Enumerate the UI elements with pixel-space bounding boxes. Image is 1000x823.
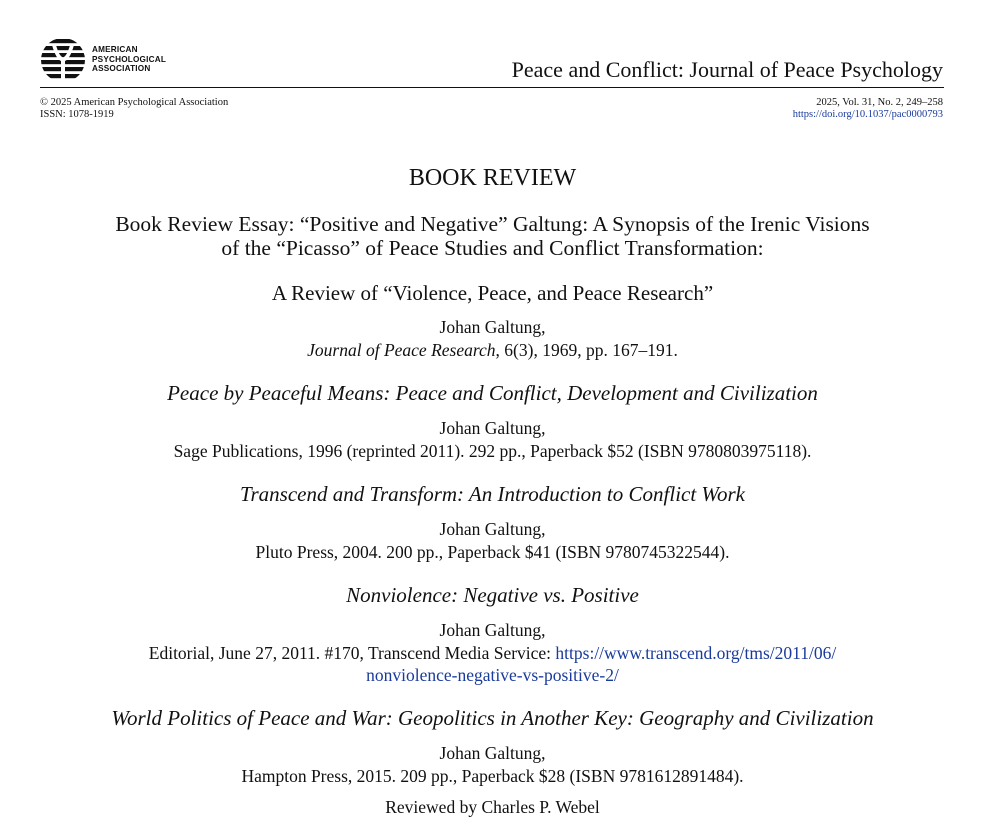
journal-title: Peace and Conflict: Journal of Peace Psychology [511,57,943,82]
article-citation [0,316,985,361]
review-of-title: A Review of “Violence, Peace, and Peace Research” [271,281,714,305]
book-title: Nonviolence: Negative vs. Positive [346,583,639,607]
book-author: Johan Galtung, [439,519,546,539]
book-details: Editorial, June 27, 2011. #170, Transcend Media Service: [148,642,556,663]
apa-logo-icon [40,37,86,83]
citation-block [793,97,943,121]
issn-line: ISSN: 1078-1919 [40,109,114,120]
book-citation [0,619,985,687]
transcend-link-continued[interactable]: nonviolence-negative-vs-positive-2/ [366,665,619,685]
book-title: World Politics of Peace and War: Geopolitics in Another Key: Geography and Civilization [111,706,874,730]
book-title: Peace by Peaceful Means: Peace and Conflict, Development and Civilization [167,381,818,405]
volume-line: 2025, Vol. 31, No. 2, 249–258 [816,97,943,108]
book-author: Johan Galtung, [439,620,546,640]
book-author: Johan Galtung, [439,418,546,438]
transcend-link[interactable]: https://www.transcend.org/tms/2011/06/ [555,642,837,663]
article-journal: Journal of Peace Research [307,339,496,360]
doi-link[interactable]: https://doi.org/10.1037/pac0000793 [792,109,943,120]
book-citation [0,742,985,787]
book-author: Johan Galtung, [439,743,546,763]
copyright-block [40,97,228,121]
article-author: Johan Galtung, [439,317,546,337]
book-citation [0,518,985,563]
book-details: Sage Publications, 1996 (reprinted 2011). 292 pp., Paperback $52 (ISBN 9780803975118). [173,440,812,461]
book-citation [0,417,985,462]
essay-title: Book Review Essay: “Positive and Negative” Galtung: A Synopsis of the Irenic Visions of the “Picasso” of Peace Studies and Conflict Transformation: [115,212,870,260]
copyright-line: © 2025 American Psychological Association [40,97,229,108]
book-details: Hampton Press, 2015. 209 pp., Paperback $28 (ISBN 9781612891484). [241,765,744,786]
header-rule [40,87,944,88]
article-details: , 6(3), 1969, pp. 167–191. [495,339,678,360]
section-label: BOOK REVIEW [408,165,577,191]
reviewer-line: Reviewed by Charles P. Webel [385,797,600,817]
book-title: Transcend and Transform: An Introduction to Conflict Work [239,482,745,506]
publisher-name: AMERICAN PSYCHOLOGICAL ASSOCIATION [92,45,167,73]
book-details: Pluto Press, 2004. 200 pp., Paperback $41 (ISBN 9780745322544). [255,541,730,562]
